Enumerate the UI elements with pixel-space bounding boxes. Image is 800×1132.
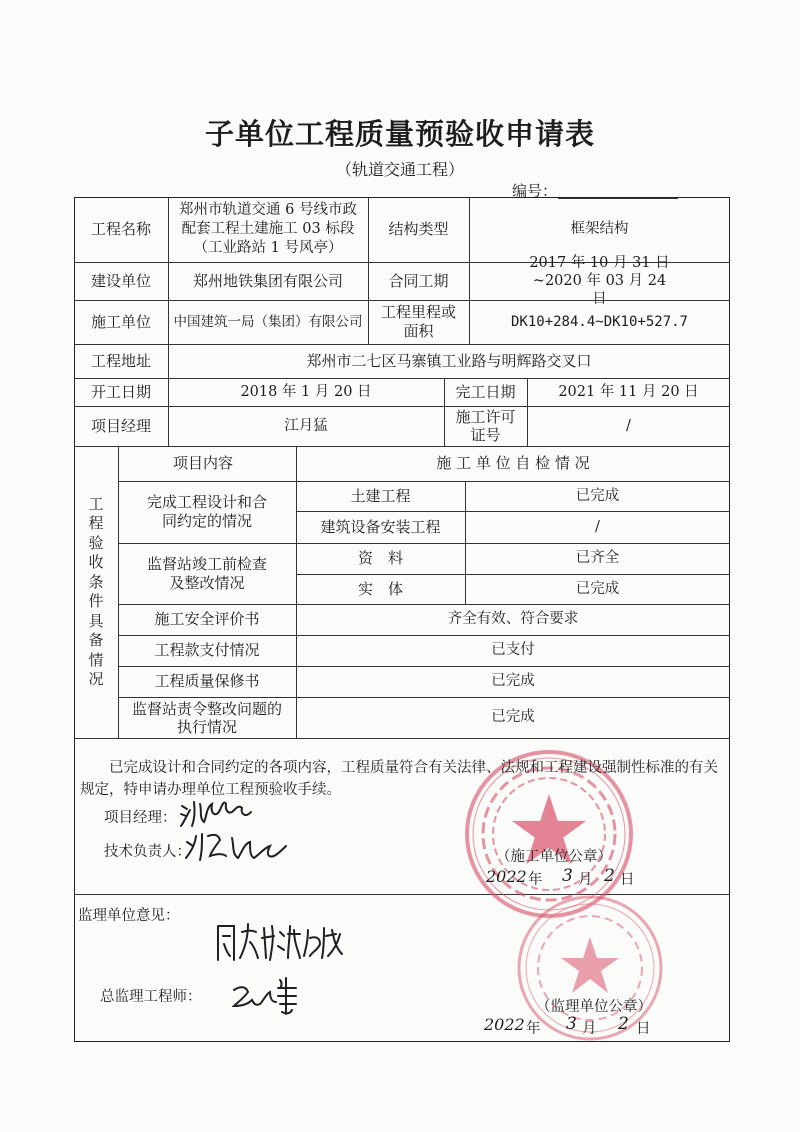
contract-period-label: 合同工期 [388,271,449,290]
project-name-label: 工程名称 [90,220,151,238]
application-date-year: 2022 [486,867,527,886]
warranty-value: 已完成 [491,673,535,689]
page-subtitle: （轨道交通工程） [335,160,464,179]
application-statement: 已完成设计和合同约定的各项内容，工程质量符合有关法律、法规和工程建设强制性标准的有关规定，特申请办理单位工程预验收手续。 [80,760,718,798]
application-date-day-unit: 日 [620,872,635,888]
mileage-label: 工程里程或面积 [380,303,456,340]
tech-lead-sign-label: 技术负责人： [104,844,191,860]
project-name-value: 郑州市轨道交通 6 号线市政配套工程土建施工 03 标段（工业路站 1 号风亭） [179,202,357,256]
supervision-date-month: 3 [566,1014,577,1034]
contractor-label: 施工单位 [90,312,151,331]
supervision-opinion-handwriting [214,918,354,968]
entity-value: 已完成 [575,580,620,597]
documents-label: 资 料 [357,549,403,567]
structure-type-value: 框架结构 [570,221,629,237]
documents-value: 已齐全 [575,550,620,566]
application-date-month: 3 [562,866,573,886]
finish-date-value: 2021 年 11 月 20 日 [558,383,699,400]
payment-label: 工程款支付情况 [154,641,260,659]
page-title: 子单位工程质量预验收申请表 [204,117,595,151]
self-check-header: 施 工 单 位 自 检 情 况 [436,454,590,472]
contract-period-value: 2017 年 10 月 31 日 ~2020 年 03 月 24 日 [529,255,670,307]
warranty-label: 工程质量保修书 [154,672,260,690]
application-date-day: 2 [604,866,615,886]
builder-label: 建设单位 [90,271,151,290]
application-date-year-unit: 年 [528,872,543,888]
address-value: 郑州市二七区马寨镇工业路与明辉路交叉口 [306,351,592,370]
project-manager-label: 项目经理 [90,416,151,435]
conditions-side-label: 工程验收条件具备情况 [88,494,104,688]
finish-date-label: 完工日期 [455,382,516,401]
rectification-value: 已完成 [491,709,535,725]
civil-works-label: 土建工程 [350,486,411,505]
permit-label: 施工许可证号 [455,408,516,444]
item-content-header: 项目内容 [173,454,234,472]
tech-lead-signature [182,824,292,866]
supervision-date-year-unit: 年 [526,1021,541,1037]
address-label: 工程地址 [90,351,151,370]
supervision-opinion-label: 监理单位意见： [78,908,180,924]
structure-type-label: 结构类型 [388,220,449,238]
project-manager-sign-label: 项目经理： [104,810,177,826]
chief-supervisor-label: 总监理工程师： [100,989,202,1005]
row-divider [74,738,730,739]
equipment-install-value: / [595,518,600,535]
safety-evaluation-label: 施工安全评价书 [154,610,260,628]
supervision-date-day: 2 [618,1014,629,1034]
mileage-value: DK10+284.4~DK10+527.7 [510,313,688,330]
contractor-value: 中国建筑一局（集团）有限公司 [173,313,363,330]
design-contract-label: 完成工程设计和合同约定的情况 [146,493,267,530]
rectification-label: 监督站责令整改问题的执行情况 [131,699,282,736]
civil-works-value: 已完成 [575,487,620,504]
safety-evaluation-value: 齐全有效、符合要求 [447,611,579,627]
payment-value: 已支付 [491,642,535,658]
supervision-seal-label: （监理单位公章） [536,999,652,1015]
permit-value: / [626,417,631,434]
project-manager-value: 江月猛 [284,417,328,434]
supervision-date-year: 2022 [484,1015,525,1034]
contractor-seal-label: （施工单位公章） [496,849,612,865]
application-date-month-unit: 月 [578,872,593,888]
supervision-date-month-unit: 月 [582,1021,597,1037]
chief-supervisor-signature [228,974,308,1020]
supervision-check-label: 监督站竣工前检查及整改情况 [146,554,267,592]
supervision-date-day-unit: 日 [636,1021,651,1037]
builder-value: 郑州地铁集团有限公司 [192,271,343,290]
doc-number-label: 编号： [512,182,558,200]
equipment-install-label: 建筑设备安装工程 [320,517,441,536]
start-date-value: 2018 年 1 月 20 日 [240,383,372,400]
start-date-label: 开工日期 [90,382,151,401]
entity-label: 实 体 [357,579,403,598]
